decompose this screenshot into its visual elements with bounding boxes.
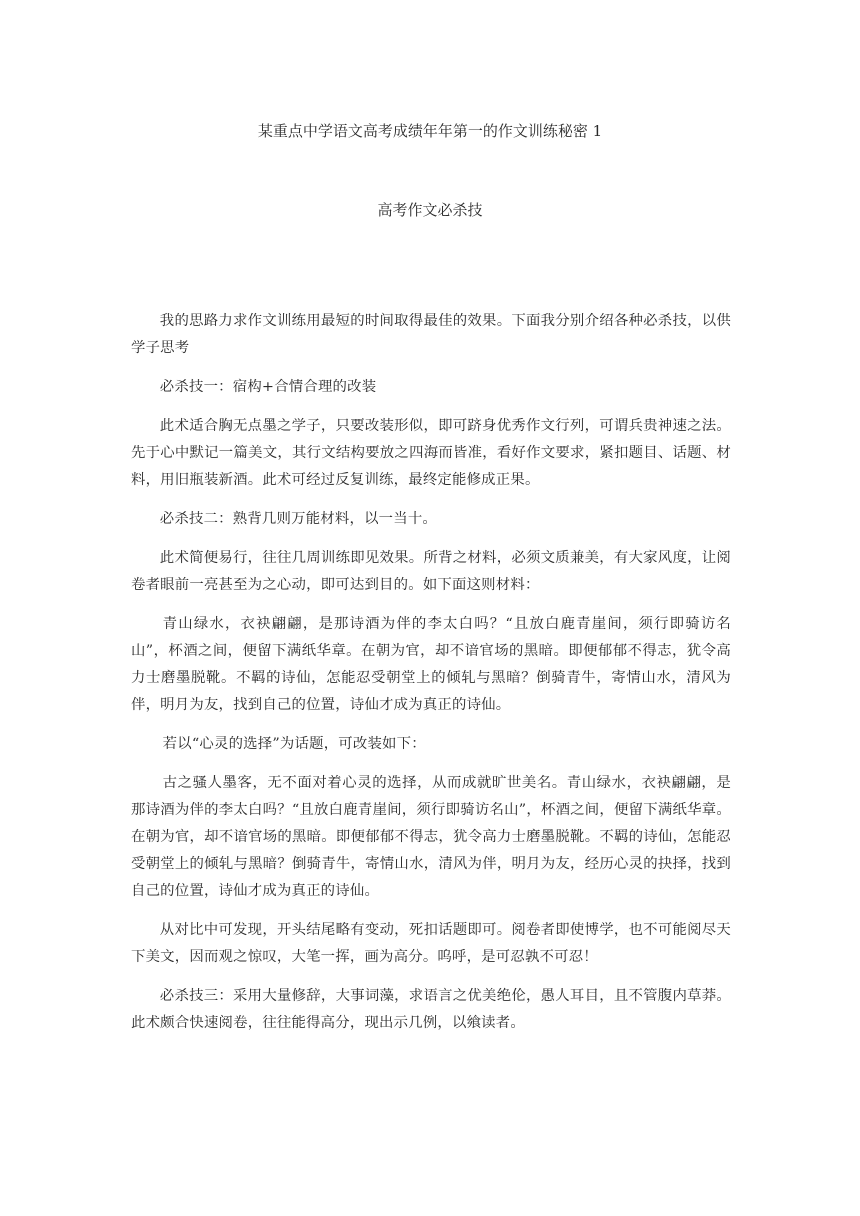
paragraph-intro: 我的思路力求作文训练用最短的时间取得最佳的效果。下面我分别介绍各种必杀技，以供学子思考: [131, 313, 731, 356]
paragraph-topic-adaptation: 若以“心灵的选择”为话题，可改装如下：: [162, 736, 426, 752]
paragraph-technique-one-heading: 必杀技一：宿构+合情合理的改装: [159, 379, 377, 395]
document-body: [131, 308, 731, 1049]
paragraph-technique-two-body: 此术简便易行，往往几周训练即见效果。所背之材料，必须文质兼美，有大家风度，让阅卷者眼前一亮甚至为之心动，即可达到目的。如下面这则材料：: [131, 550, 731, 593]
paragraph-adapted-material: 古之骚人墨客，无不面对着心灵的选择，从而成就旷世美名。青山绿水，衣袂翩翩，是那诗酒为伴的李太白吗？“且放白鹿青崖间，须行即骑访名山”，杯酒之间，便留下满纸华章。在朝为官，却不谙官场的黑暗。即便郁郁不得志，犹令高力士磨墨脱靴。不羁的诗仙，怎能忍受朝堂上的倾轧与黑暗？倒骑青牛，寄情山水，清风为伴，明月为友，经历心灵的抉择，找到自己的位置，诗仙才成为真正的诗仙。: [131, 775, 731, 899]
paragraph-technique-three: 必杀技三：采用大量修辞，大事词藻，求语言之优美绝伦，愚人耳目，且不管腹内草莽。此术颇合快速阅卷，往往能得高分，现出示几例，以飨读者。: [131, 988, 731, 1031]
paragraph-technique-two-heading: 必杀技二：熟背几则万能材料，以一当十。: [159, 511, 438, 527]
paragraph-comparison: 从对比中可发现，开头结尾略有变动，死扣话题即可。阅卷者即使博学，也不可能阅尽天下美文，因而观之惊叹，大笔一挥，画为高分。呜呼，是可忍孰不可忍！: [131, 922, 731, 965]
document-subtitle: 高考作文必杀技: [377, 201, 483, 219]
paragraph-technique-one-body: 此术适合胸无点墨之学子，只要改装形似，即可跻身优秀作文行列，可谓兵贵神速之法。先于心中默记一篇美文，其行文结构要放之四海而皆准，看好作文要求，紧扣题目、话题、材料，用旧瓶装新酒。此术可经过反复训练，最终定能修成正果。: [131, 418, 731, 488]
document-title: 某重点中学语文高考成绩年年第一的作文训练秘密 1: [257, 122, 603, 140]
paragraph-sample-material: 青山绿水，衣袂翩翩，是那诗酒为伴的李太白吗？“且放白鹿青崖间，须行即骑访名山”，杯酒之间，便留下满纸华章。在朝为官，却不谙官场的黑暗。即便郁郁不得志，犹令高力士磨墨脱靴。不羁的诗仙，怎能忍受朝堂上的倾轧与黑暗？倒骑青牛，寄情山水，清风为伴，明月为友，找到自己的位置，诗仙才成为真正的诗仙。: [131, 616, 731, 713]
